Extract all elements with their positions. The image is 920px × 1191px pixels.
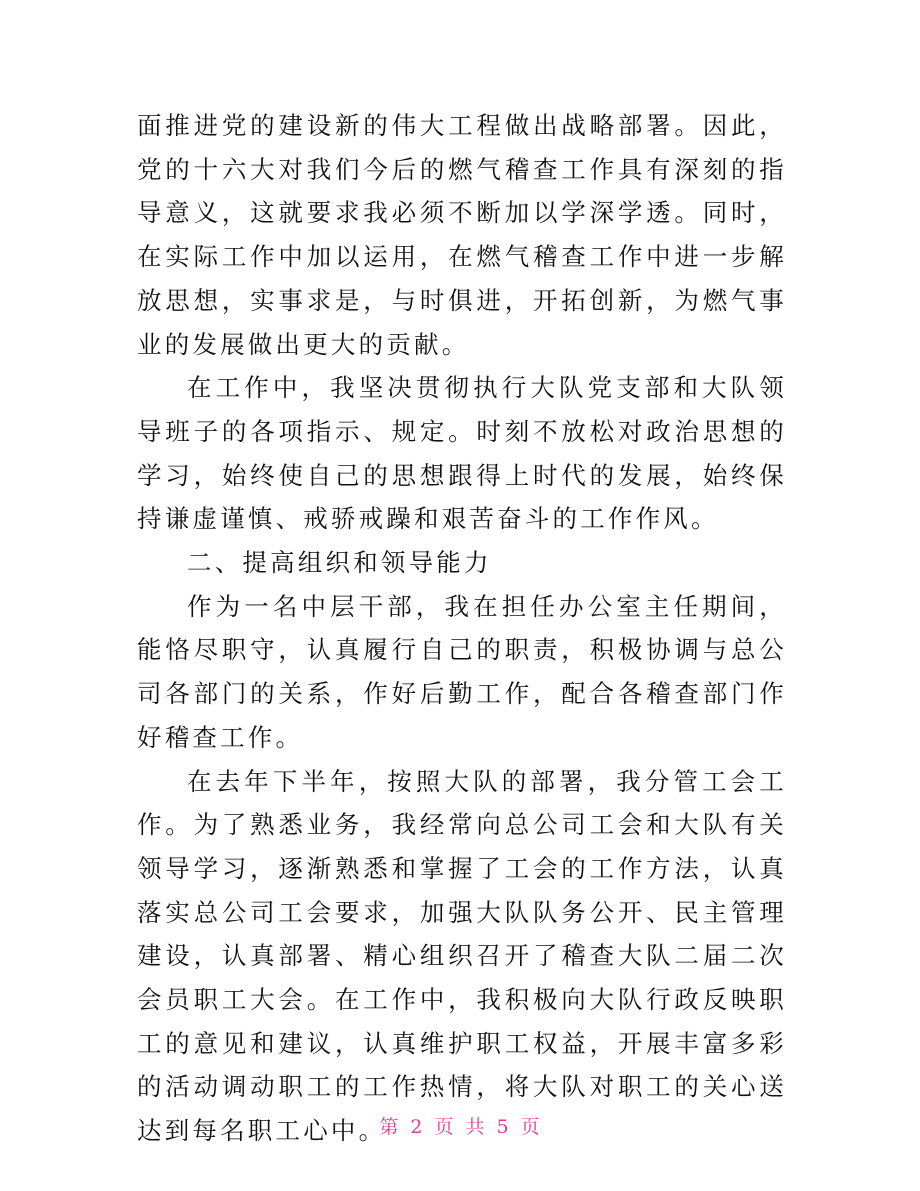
document-body [137, 104, 787, 1153]
paragraph-office-duties: 作为一名中层干部，我在担任办公室主任期间，能恪尽职守，认真履行自己的职责，积极协调与总公司各部门的关系，作好后勤工作，配合各稽查部门作好稽查工作。 [137, 591, 787, 752]
paragraph-union-work: 在去年下半年，按照大队的部署，我分管工会工作。为了熟悉业务，我经常向总公司工会和大队有关领导学习，逐渐熟悉和掌握了工会的工作方法，认真落实总公司工会要求，加强大队队务公开、民主管理建设，认真部署、精心组织召开了稽查大队二届二次会员职工大会。在工作中，我积极向大队行政反映职工的意见和建议，认真维护职工权益，开展丰富多彩的活动调动职工的工作热情，将大队对职工的关心送达到每名职工心中。 [137, 766, 787, 1146]
section-heading: 二、提高组织和领导能力 [187, 548, 492, 578]
paragraph-work-attitude: 在工作中，我坚决贯彻执行大队党支部和大队领导班子的各项指示、规定。时刻不放松对政治思想的学习，始终使自己的思想跟得上时代的发展，始终保持谦虚谨慎、戒骄戒躁和艰苦奋斗的工作作风。 [137, 373, 787, 534]
paragraph-continued: 面推进党的建设新的伟大工程做出战略部署。因此，党的十六大对我们今后的燃气稽查工作具有深刻的指导意义，这就要求我必须不断加以学深学透。同时，在实际工作中加以运用，在燃气稽查工作中进一步解放思想，实事求是，与时俱进，开拓创新，为燃气事业的发展做出更大的贡献。 [137, 111, 787, 359]
page-number-footer: 第 2 页 共 5 页 [379, 1116, 541, 1138]
